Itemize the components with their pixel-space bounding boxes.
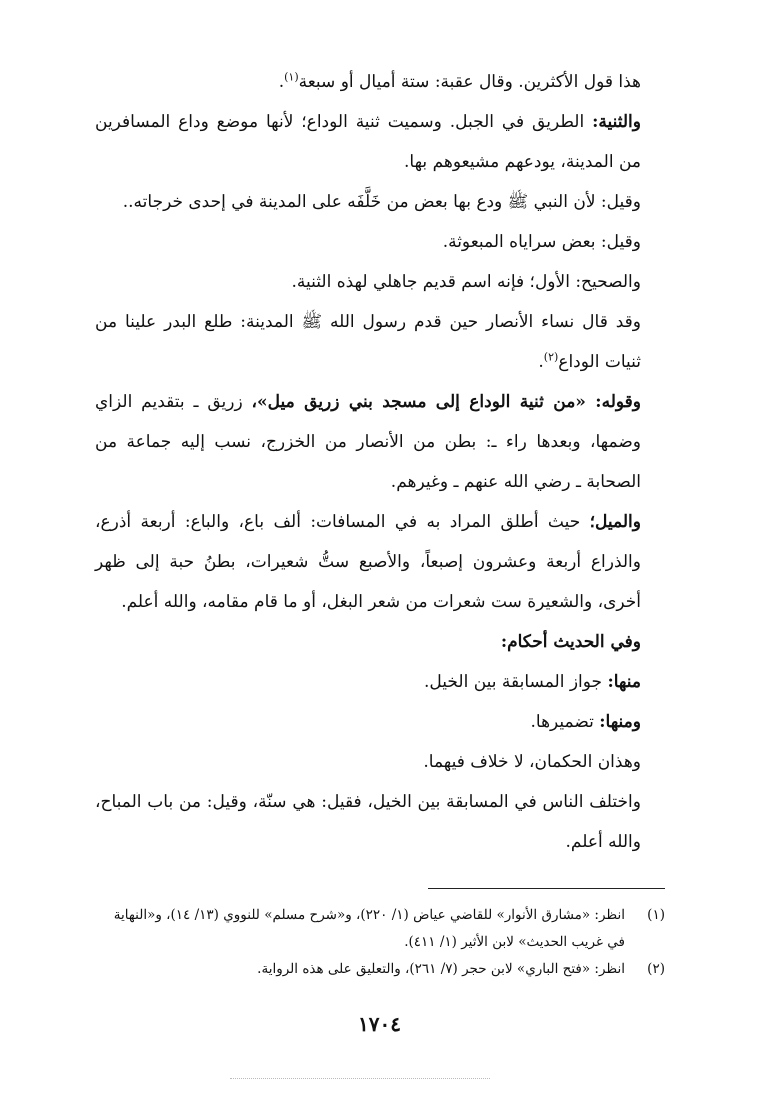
paragraph-lead: والميل؛ (589, 512, 641, 532)
paragraph-9 (95, 622, 665, 662)
paragraph-12 (95, 742, 665, 782)
paragraph-13 (95, 782, 665, 862)
page-number: ١٧٠٤ (358, 1012, 401, 1036)
paragraph-text: حيث أطلق المراد به في المسافات: ألف باع، والباع: أربعة أذرع، والذراع أربعة وعشرون إصبعاً، والأصبع ستُّ شعيرات، بطنُ حبة إلى ظهر أخرى، والشعيرة ست شعرات من شعر البغل، أو ما قام مقامه، والله أعلم. (95, 512, 641, 612)
footnote-ref-2[interactable]: (٢) (543, 350, 559, 364)
paragraph-lead: وقوله: «من ثنية الوداع إلى مسجد بني زريق ميل»، (251, 392, 641, 412)
paragraph-6 (95, 302, 665, 382)
paragraph-lead: وفي الحديث أحكام: (500, 632, 641, 652)
paragraph-5 (95, 262, 665, 302)
paragraph-text: وقيل: بعض سراياه المبعوثة. (442, 232, 641, 252)
footnote-text: انظر: «مشارق الأنوار» للقاضي عياض (١/ ٢٢٠)، و«شرح مسلم» للنووي (١٣/ ١٤)، و«النهاية في غريب الحديث» لابن الأثير (١/ ٤١١). (113, 907, 625, 950)
paragraph-lead: ومنها: (599, 712, 641, 732)
paragraph-text: واختلف الناس في المسابقة بين الخيل، فقيل: هي سنّة، وقيل: من باب المباح، والله أعلم. (95, 792, 641, 852)
paragraph-3 (95, 182, 665, 222)
footnote-2 (95, 956, 665, 983)
paragraph-tail: . (278, 72, 285, 92)
main-text (95, 62, 665, 862)
paragraph-text: والصحيح: الأول؛ فإنه اسم قديم جاهلي لهذه الثنية. (291, 272, 641, 292)
paragraph-text: وهذان الحكمان، لا خلاف فيهما. (423, 752, 641, 772)
footnote-1 (95, 902, 665, 956)
paragraph-text: وقيل: لأن النبي ﷺ ودع بها بعض من خَلَّفَه على المدينة في إحدى خرجاته.. (122, 192, 641, 212)
paragraph-text: الطريق في الجبل. وسميت ثنية الوداع؛ لأنها موضع وداع المسافرين من المدينة، يودعهم مشيعوهم بها. (95, 112, 641, 172)
paragraph-2 (95, 102, 665, 182)
paragraph-text: تضميرها. (530, 712, 600, 732)
footnote-text: انظر: «فتح الباري» لابن حجر (٧/ ٢٦١)، والتعليق على هذه الرواية. (257, 961, 625, 977)
paragraph-lead: منها: (607, 672, 641, 692)
footnote-number: (١) (647, 907, 665, 923)
footnote-divider (428, 888, 665, 889)
scan-artifact-line (230, 1078, 490, 1079)
paragraph-text: هذا قول الأكثرين. وقال عقبة: ستة أميال أو سبعة (298, 72, 641, 92)
footnotes (95, 902, 665, 983)
paragraph-text: زريق ـ بتقديم الزاي وضمها، وبعدها راء ـ: بطن من الأنصار من الخزرج، نسب إليه جماعة من الصحابة ـ رضي الله عنهم ـ وغيرهم. (95, 392, 641, 492)
paragraph-lead: والثنية: (592, 112, 641, 132)
paragraph-10 (95, 662, 665, 702)
footnote-ref-1[interactable]: (١) (284, 70, 299, 84)
paragraph-tail: . (538, 352, 544, 372)
paragraph-8 (95, 502, 665, 622)
paragraph-4 (95, 222, 665, 262)
paragraph-11 (95, 702, 665, 742)
paragraph-1 (95, 62, 665, 102)
paragraph-7 (95, 382, 665, 502)
paragraph-text: وقد قال نساء الأنصار حين قدم رسول الله ﷺ المدينة: طلع البدر علينا من ثنيات الوداع (95, 312, 641, 372)
footnote-number: (٢) (647, 961, 665, 977)
paragraph-text: جواز المسابقة بين الخيل. (424, 672, 608, 692)
